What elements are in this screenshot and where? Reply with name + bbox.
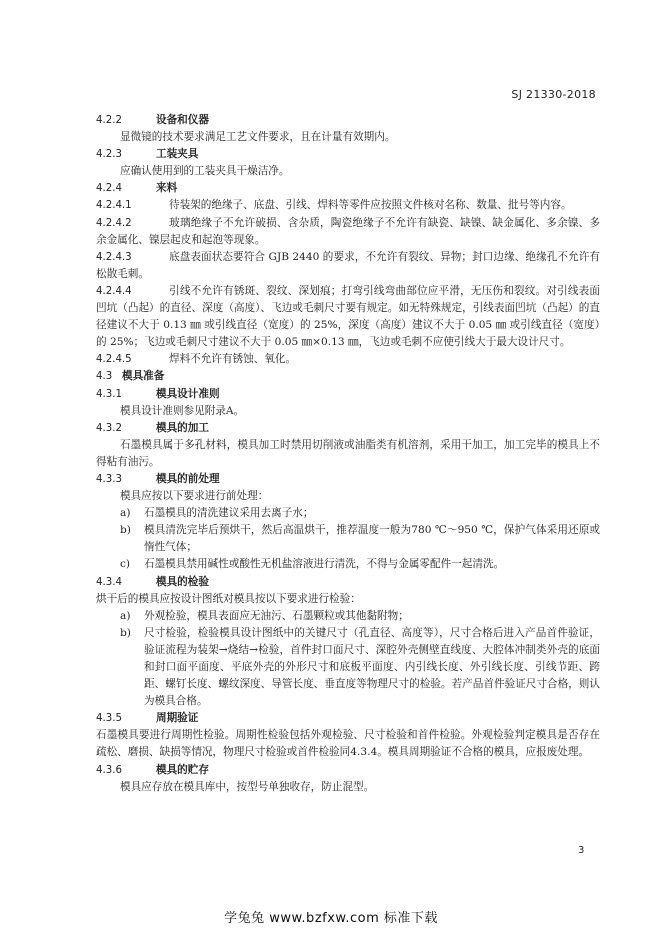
clause-title: 工装夹具: [156, 148, 199, 161]
sub-clause: [96, 351, 600, 368]
list-marker: b): [120, 626, 131, 639]
clause-number: 4.3.4: [96, 576, 122, 588]
clause-title: 来料: [156, 182, 178, 195]
clause-title: 模具设计准则: [156, 387, 220, 400]
clause-heading: [96, 112, 600, 129]
section-title: 模具准备: [122, 370, 165, 383]
sub-clause: [96, 215, 600, 249]
list-item: [96, 608, 600, 625]
paragraph: 模具应存放在模具库中，按型号单独收存，防止混型。: [120, 780, 375, 793]
clause-title: 模具的加工: [156, 421, 209, 434]
clause-number: 4.2.2: [96, 115, 122, 126]
clause-number: 4.2.4.4: [96, 285, 132, 297]
clause-number: 4.2.4.2: [96, 217, 132, 229]
clause-heading: [96, 710, 600, 727]
list-item: [96, 505, 600, 522]
clause-number: 4.2.4.3: [96, 251, 132, 263]
paragraph: 石墨模具要进行周期性检验。周期性检验包括外观检验、尺寸检验和首件检验。外观检验判定模具是否存在疏松、磨损、缺损等情况，物理尺寸检验或首件检验同4.3.4。模具周期验证不合格的模具，应报废处理。: [96, 729, 600, 759]
list-text: 尺寸检验，检验模具设计图纸中的关键尺寸（孔直径、高度等），尺寸合格后进入产品首件验证，验证流程为装架→烧结→检验，首件封口面尺寸、深腔外壳侧壁直线度、大腔体冲制类外壳的底面和封口面平面度、平底外壳的外形尺寸和底板平面度、内引线长度、外引线长度、引线节距、跨距、螺钉长度、螺纹深度、导管长度、垂直度等物理尺寸的检验。若产品首件验证尺寸合格，则认为模具合格。: [144, 626, 600, 708]
list-text: 石墨模具的清洗建议采用去离子水；: [144, 507, 314, 520]
clause-number: 4.3.6: [96, 764, 122, 776]
list-marker: b): [120, 524, 131, 537]
clause-number: 4.3.3: [96, 473, 122, 485]
list-marker: c): [120, 558, 131, 571]
clause-heading: [96, 420, 600, 437]
list-text: 模具清洗完毕后预烘干，然后高温烘干，推荐温度一般为780 ℃～950 ℃，保护气体采用还原或惰性气体；: [144, 524, 600, 554]
list-item: [96, 625, 600, 710]
paragraph: 模具应按以下要求进行前处理：: [120, 490, 269, 503]
paragraph: 应确认使用到的工装夹具干燥洁净。: [120, 165, 290, 178]
paragraph: 模具设计准则参见附录A。: [120, 404, 245, 417]
clause-title: 周期验证: [156, 712, 199, 725]
footer-watermark: 学兔兔 www.bzfxw.com 标准下载: [224, 911, 438, 926]
paragraph: 烘干后的模具应按设计图纸对模具按以下要求进行检验：: [96, 592, 361, 605]
clause-number: 4.2.4.1: [96, 200, 132, 212]
clause-heading: [96, 386, 600, 403]
clause-title: 设备和仪器: [156, 114, 209, 126]
clause-text: 玻璃绝缘子不允许破损、含杂质，陶瓷绝缘子不允许有缺瓷、缺镍、缺金属化、多余镍、多余金属化、镍层起皮和起泡等现象。: [96, 216, 600, 246]
list-item: [96, 522, 600, 556]
clause-number: 4.3.2: [96, 422, 122, 434]
list-text: 外观检验，模具表面应无油污、石墨颗粒或其他黏附物；: [144, 609, 409, 622]
clause-number: 4.2.3: [96, 149, 122, 161]
clause-heading: [96, 471, 600, 488]
clause-heading: [96, 180, 600, 197]
list-text: 石墨模具禁用碱性或酸性无机盐溶液进行清洗，不得与金属零配件一起清洗。: [144, 558, 505, 571]
sub-clause: [96, 197, 600, 214]
clause-number: 4.3.5: [96, 713, 122, 725]
clause-number: 4.2.4: [96, 183, 122, 195]
section-heading: [96, 368, 600, 385]
paragraph: 石墨模具属于多孔材料，模具加工时禁用切削液或油脂类有机溶剂，采用干加工，加工完毕的模具上不得粘有油污。: [96, 438, 600, 468]
clause-text: 底盘表面状态要符合 GJB 2440 的要求，不允许有裂纹、异物；封口边缘、绝缘孔不允许有松散毛刺。: [96, 250, 600, 280]
clause-text: 待装架的绝缘子、底盘、引线、焊料等零件应按照文件核对名称、数量、批号等内容。: [169, 199, 572, 212]
list-marker: a): [120, 609, 131, 622]
clause-heading: [96, 762, 600, 779]
list-marker: a): [120, 507, 131, 520]
clause-title: 模具的贮存: [156, 763, 209, 776]
clause-title: 模具的检验: [156, 575, 209, 588]
clause-title: 模具的前处理: [156, 472, 220, 485]
sub-clause: [96, 283, 600, 351]
list-item: [96, 556, 600, 573]
clause-text: 引线不允许有锈斑、裂纹、深划痕；打弯引线弯曲部位应平滑，无压伤和裂纹。对引线表面凹坑（凸起）的直径、深度（高度）、飞边或毛刺尺寸要有规定。如无特殊规定，引线表面凹坑（凸起）的直径建议不大于 0.13 ㎜ 或引线直径（宽度）的 25%，深度（高度）建议不大于 0.05 ㎜ 或引线直径（宽度）的 25%；飞边或毛刺尺寸建议不大于 0.05 ㎜×0.13 ㎜，飞边或毛刺不应使引线大于最大设计尺寸。: [96, 284, 600, 349]
standard-code: SJ 21330-2018: [511, 88, 596, 101]
clause-number: 4.3.1: [96, 388, 122, 400]
paragraph: 显微镜的技术要求满足工艺文件要求，且在计量有效期内。: [120, 131, 396, 144]
clause-heading: [96, 146, 600, 163]
clause-number: 4.2.4.5: [96, 354, 132, 366]
clause-heading: [96, 574, 600, 591]
section-number: 4.3: [96, 371, 113, 383]
document-body: [96, 112, 600, 796]
clause-text: 焊料不允许有锈蚀、氧化。: [169, 353, 297, 366]
page-number: 3: [578, 845, 585, 856]
sub-clause: [96, 249, 600, 283]
